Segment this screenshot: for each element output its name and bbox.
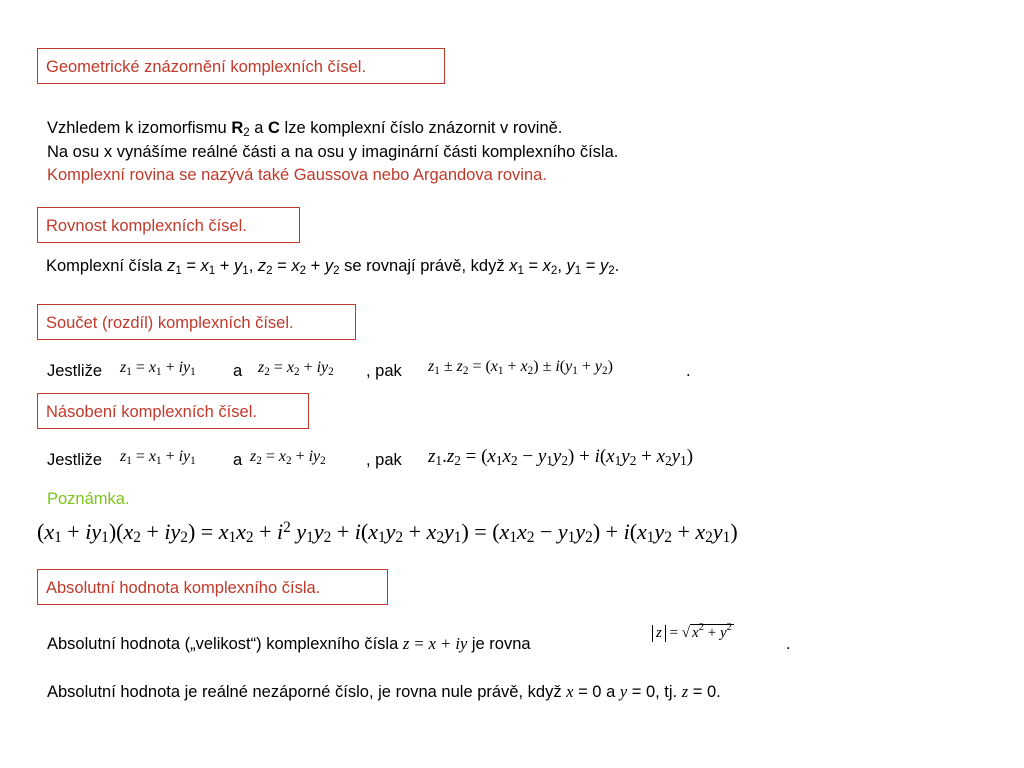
set-R-sub: 2 xyxy=(243,127,250,139)
var-y: y xyxy=(619,682,628,701)
sum-formula-result: $z_1 \pm z_2 = (x_1 + x_2) \pm i(y_1 + y_2)$ xyxy=(428,358,613,377)
product-formula-result: $z_1.z_2 = (x_1x_2 - y_1y_2) + i(x_1y_2 + x_2y_1)$ xyxy=(428,446,694,468)
intro-text: Vzhledem k izomorfismu xyxy=(47,119,232,137)
intro-text: a xyxy=(249,119,269,137)
absolute-text: = 0 a xyxy=(573,683,620,701)
section-title-equality: Rovnost komplexních čísel. xyxy=(37,207,300,243)
section-title-product: Násobení komplexních čísel. xyxy=(37,393,309,429)
sum-then-label: , pak xyxy=(366,362,402,380)
intro-line-2: Na osu x vynášíme reálné části a na osu y imaginární části komplexního čísla. xyxy=(47,143,619,161)
absolute-text: = 0, tj. xyxy=(627,683,682,701)
absolute-line-1 xyxy=(47,633,531,655)
var-x: x xyxy=(566,682,574,701)
section-title-sum: Součet (rozdíl) komplexních čísel. xyxy=(37,304,356,340)
product-formula-z2: $z_2 = x_2 + iy_2$ xyxy=(250,448,326,467)
product-derivation-formula: $(x_1 + iy_1)(x_2 + iy_2) = x_1x_2 + i^2$ $y_1y_2 + i(x_1y_2 + x_2y_1) = (x_1x_2 - y_1y_2) + i(x_1y_2 + x_2y_1)$ xyxy=(37,519,738,546)
sum-and-label: a xyxy=(233,362,243,380)
intro-text: lze komplexní číslo znázornit v rovině. xyxy=(279,119,563,137)
product-if-label: Jestliže xyxy=(47,451,103,469)
equality-text: Komplexní čísla xyxy=(46,257,168,275)
sum-formula-z2: $z_2 = x_2 + iy_2$ xyxy=(258,359,334,378)
note-label: Poznámka. xyxy=(47,490,130,508)
intro-line-1 xyxy=(47,117,562,139)
absolute-formula: z = √ $x^2 + y^2$ xyxy=(652,624,734,642)
section-title-geometric: Geometrické znázornění komplexních čísel. xyxy=(37,48,445,84)
equality-line xyxy=(46,255,619,277)
equality-condition: $x_1 = x_2$, $y_1 = y_2$. xyxy=(509,257,620,277)
product-then-label: , pak xyxy=(366,451,402,469)
product-and-label: a xyxy=(233,451,243,469)
absolute-text: Absolutní hodnota („velikost“) komplexního čísla xyxy=(47,635,403,653)
absolute-line-2 xyxy=(47,681,721,703)
sum-formula-z1: $z_1 = x_1 + iy_1$ xyxy=(120,359,196,378)
set-R: R xyxy=(231,119,244,137)
absolute-text: = 0. xyxy=(688,683,721,701)
var-z: z xyxy=(681,682,689,701)
absolute-end: . xyxy=(786,635,791,653)
set-C: C xyxy=(268,119,280,137)
product-formula-z1: $z_1 = x_1 + iy_1$ xyxy=(120,448,196,467)
sum-if-label: Jestliže xyxy=(47,362,103,380)
equality-text: se rovnají právě, když xyxy=(339,257,510,275)
absolute-text: je rovna xyxy=(467,635,531,653)
absolute-z-def: z = x + iy xyxy=(402,634,468,653)
sum-end: . xyxy=(686,362,691,380)
equality-formula-z1: $z_1 = x_1 + y_1$, $z_2 = x_2 + y_2$ xyxy=(167,257,340,277)
section-title-absolute: Absolutní hodnota komplexního čísla. xyxy=(37,569,388,605)
absolute-text: Absolutní hodnota je reálné nezáporné číslo, je rovna nule právě, když xyxy=(47,683,567,701)
intro-line-3: Komplexní rovina se nazývá také Gaussova nebo Argandova rovina. xyxy=(47,166,547,184)
